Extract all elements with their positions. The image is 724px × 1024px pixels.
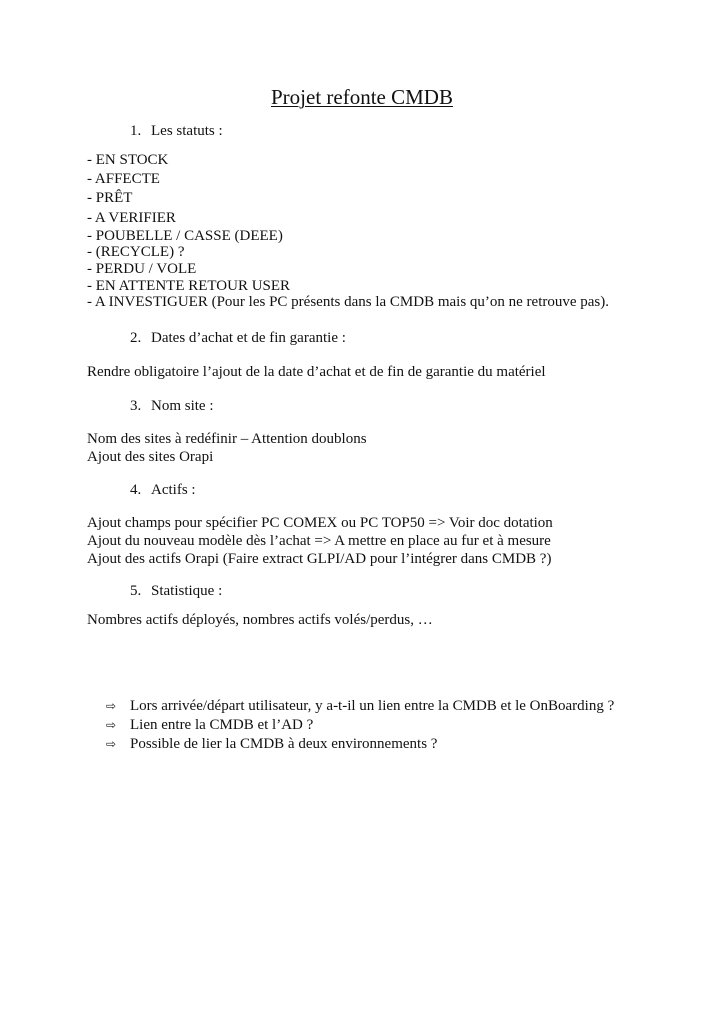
paragraph-line: Nombres actifs déployés, nombres actifs volés/perdus, …: [87, 612, 433, 628]
paragraph-line: Ajout du nouveau modèle dès l’achat => A mettre en place au fur et à mesure: [87, 533, 551, 549]
paragraph-line: Ajout champs pour spécifier PC COMEX ou PC TOP50 => Voir doc dotation: [87, 515, 553, 531]
section-heading-dates: [130, 329, 346, 347]
status-item: - EN STOCK: [87, 152, 169, 168]
section-heading-label: Les statuts :: [151, 123, 223, 139]
document-title: Projet refonte CMDB: [271, 85, 453, 109]
question-text: Lors arrivée/départ utilisateur, y a-t-il un lien entre la CMDB et le OnBoarding ?: [130, 698, 615, 714]
open-questions-list: [106, 697, 614, 754]
section-heading-label: Nom site :: [151, 398, 214, 414]
section-body-dates: [87, 363, 546, 381]
status-item: - POUBELLE / CASSE (DEEE): [87, 227, 283, 244]
section-heading-label: Actifs :: [151, 482, 196, 498]
question-item: [106, 735, 614, 754]
question-text: Possible de lier la CMDB à deux environnements ?: [130, 736, 438, 752]
status-item: - PRÊT: [87, 190, 133, 207]
section-body-nom-site: [87, 430, 367, 466]
status-item: - PERDU / VOLE: [87, 260, 197, 277]
section-number: 1.: [130, 123, 142, 139]
status-list: [87, 151, 609, 311]
status-item: - EN ATTENTE RETOUR USER: [87, 277, 291, 294]
section-heading-statistique: [130, 582, 222, 600]
section-number: 2.: [130, 330, 142, 346]
question-text: Lien entre la CMDB et l’AD ?: [130, 717, 314, 733]
status-item: - A INVESTIGUER (Pour les PC présents dans la CMDB mais qu’on ne retrouve pas).: [87, 294, 610, 311]
status-item: - A VERIFIER: [87, 209, 176, 226]
section-heading-actifs: [130, 481, 196, 499]
section-heading-statuts: [130, 122, 223, 140]
section-number: 5.: [130, 583, 142, 599]
paragraph-line: Rendre obligatoire l’ajout de la date d’achat et de fin de garantie du matériel: [87, 364, 546, 380]
paragraph-line: Ajout des actifs Orapi (Faire extract GLPI/AD pour l’intégrer dans CMDB ?): [87, 551, 552, 567]
section-heading-label: Statistique :: [151, 583, 223, 599]
question-item: [106, 697, 614, 716]
section-body-actifs: [87, 514, 553, 568]
arrow-right-icon: ⇨: [106, 718, 117, 732]
paragraph-line: Nom des sites à redéfinir – Attention doublons: [87, 431, 367, 447]
status-item: - (RECYCLE) ?: [87, 244, 185, 261]
section-number: 4.: [130, 482, 142, 498]
arrow-right-icon: ⇨: [106, 737, 117, 751]
section-heading-label: Dates d’achat et de fin garantie :: [151, 330, 346, 346]
status-item: - AFFECTE: [87, 171, 160, 188]
paragraph-line: Ajout des sites Orapi: [87, 449, 214, 465]
section-body-statistique: [87, 611, 433, 629]
arrow-right-icon: ⇨: [106, 699, 117, 713]
question-item: [106, 716, 614, 735]
section-heading-nom-site: [130, 397, 214, 415]
section-number: 3.: [130, 398, 142, 414]
